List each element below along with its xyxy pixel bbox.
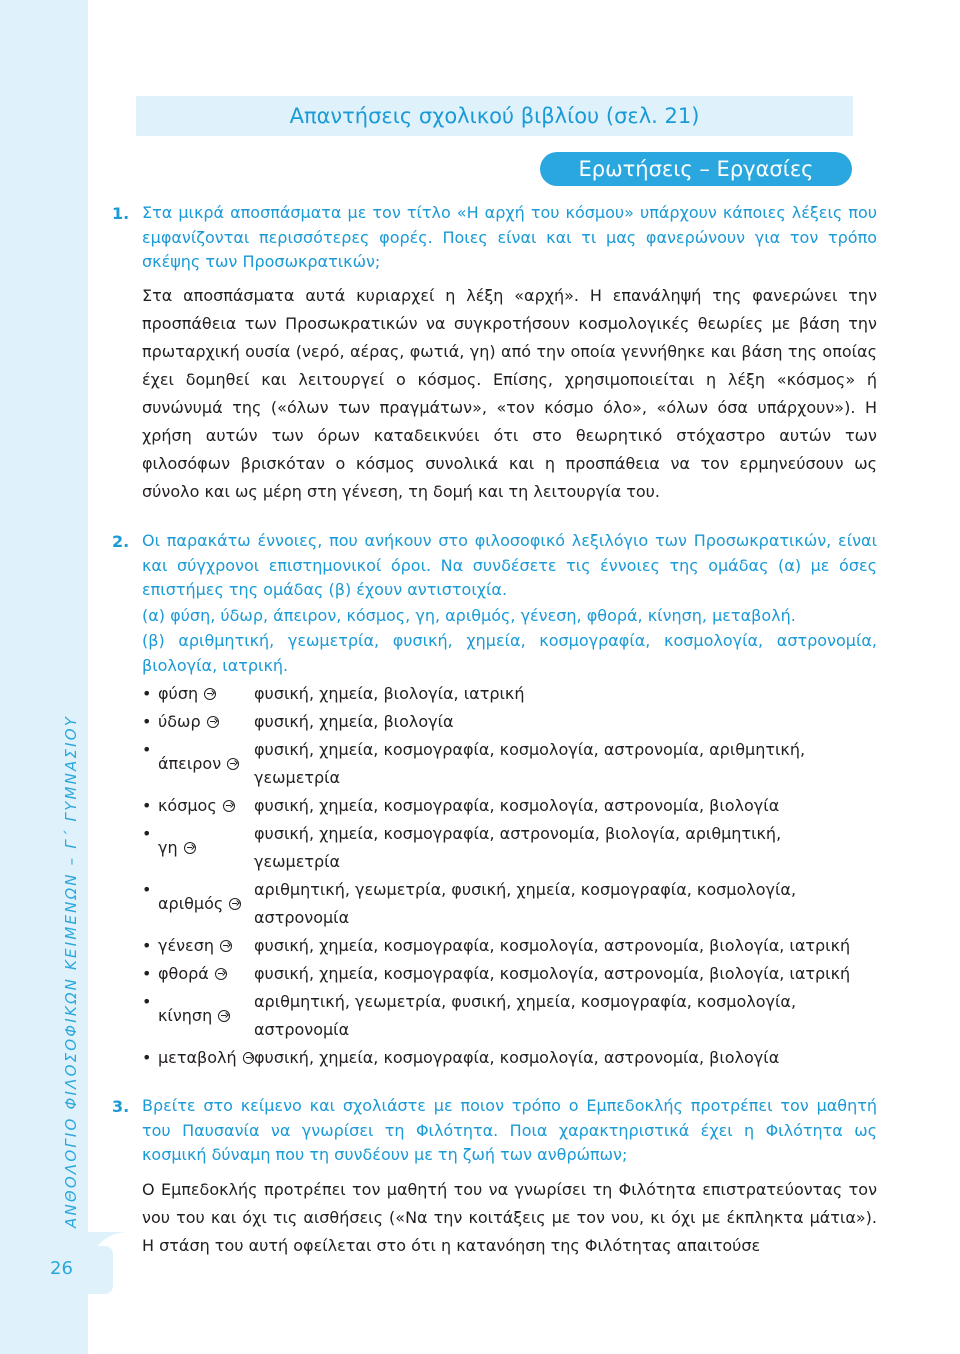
arrow-right-icon	[227, 758, 239, 770]
answer-3-text: Ο Εμπεδοκλής προτρέπει τον μαθητή του να γνωρίσει τη Φιλότητα επιστρατεύοντας τον νου του και όχι τις αισθήσεις («Να την κοιτάξεις με τον νου, κι όχι με έκπληκτα μάτια»). Η στάση του αυτή οφείλεται στο ότι η κατανόηση της Φιλότητας απαιτούσε	[142, 1180, 877, 1255]
mapping-sciences-line: φυσική, χημεία, κοσμογραφία, αστρονομία, βιολογία, αριθμητική,	[254, 824, 782, 843]
arrow-right-icon	[215, 968, 227, 980]
mapping-sciences-line: φυσική, χημεία, βιολογία, ιατρική	[254, 684, 525, 703]
page-number: 26	[50, 1258, 73, 1279]
header-band	[136, 96, 853, 136]
mapping-sciences	[254, 876, 882, 932]
question-2-number: 2.	[112, 532, 130, 551]
question-2-group-a: (α) φύση, ύδωρ, άπειρον, κόσμος, γη, αριθμός, γένεση, φθορά, κίνηση, μεταβολή.	[142, 606, 796, 625]
question-1-number: 1.	[112, 204, 130, 223]
arrow-right-icon	[223, 800, 235, 812]
mapping-sciences	[254, 988, 882, 1044]
mapping-term-label: ύδωρ	[158, 712, 201, 731]
mapping-term	[158, 708, 254, 736]
mapping-sciences-line: αστρονομία	[254, 1020, 350, 1039]
mapping-sciences	[254, 960, 882, 988]
mapping-row	[142, 960, 882, 988]
mapping-sciences	[254, 1044, 882, 1072]
mapping-term-label: άπειρον	[158, 754, 222, 773]
bullet-icon: •	[142, 740, 152, 759]
mapping-term	[158, 736, 254, 792]
book-title: ΑΝΘΟΛΟΓΙΟ ΦΙΛΟΣΟΦΙΚΩΝ ΚΕΙΜΕΝΩΝ – Γ΄ ΓΥΜΝΑΣΙΟΥ	[62, 714, 80, 1228]
mapping-sciences	[254, 932, 882, 960]
mapping-row	[142, 932, 882, 960]
mapping-term	[158, 792, 254, 820]
bullet-icon: •	[142, 880, 152, 899]
bullet-icon: •	[142, 712, 152, 731]
mapping-row	[142, 1044, 882, 1072]
mapping-sciences	[254, 820, 882, 876]
mapping-term	[158, 1044, 254, 1072]
mapping-sciences-line: φυσική, χημεία, βιολογία	[254, 712, 454, 731]
question-2-group-b: (β) αριθμητική, γεωμετρία, φυσική, χημεία, κοσμογραφία, κοσμολογία, αστρονομία, βιολογία, ιατρική.	[142, 631, 877, 675]
arrow-right-icon	[204, 688, 216, 700]
answer-1-text: Στα αποσπάσματα αυτά κυριαρχεί η λέξη «αρχή». Η επανάληψή της φανερώνει την προσπάθεια των Προσωκρατικών να συγκροτήσουν κοσμολογικές θεωρίες με βάση την πρωταρχική ουσία (νερό, αέρας, φωτιά, γη) από την οποία γεννήθηκε και βάση της οποίας έχει δομηθεί και λειτουργεί ο κόσμος. Επίσης, χρησιμοποιείται η λέξη «κόσμος» ή συνώνυμά της («όλων των πραγμάτων», «τον κόσμο όλο», «όλων όσα υπάρχουν»). Η χρήση αυτών των όρων καταδεικνύει ότι στο θεωρητικό στόχαστρο αυτών των φιλοσόφων βρισκόταν ο κόσμος συνολικά και η προσπάθεια να τον ερμηνεύσουν ως σύνολο και ως μέρη στη γένεση, τη δομή και τη λειτουργία του.	[142, 286, 877, 501]
mapping-sciences-line: γεωμετρία	[254, 852, 341, 871]
mapping-term-label: φθορά	[158, 964, 209, 983]
arrow-right-icon	[243, 1052, 254, 1064]
mapping-sciences-line: φυσική, χημεία, κοσμογραφία, κοσμολογία, αστρονομία, βιολογία	[254, 796, 780, 815]
question-3-number: 3.	[112, 1097, 130, 1116]
mapping-sciences	[254, 792, 882, 820]
bullet-icon: •	[142, 936, 152, 955]
mapping-row	[142, 708, 882, 736]
mapping-sciences-line: φυσική, χημεία, κοσμογραφία, κοσμολογία, αστρονομία, αριθμητική,	[254, 740, 806, 759]
mapping-sciences-line: γεωμετρία	[254, 768, 341, 787]
mapping-row	[142, 792, 882, 820]
mapping-term	[158, 680, 254, 708]
bullet-icon: •	[142, 684, 152, 703]
question-3-text: Βρείτε στο κείμενο και σχολιάστε με ποιον τρόπο ο Εμπεδοκλής προτρέπει τον μαθητή του Παυσανία να γνωρίσει τη Φιλότητα. Ποια χαρακτηριστικά έχει η Φιλότητα ως κοσμική δύναμη που τη συνδέουν με τη ζωή των ανθρώπων;	[142, 1096, 877, 1164]
mapping-term	[158, 876, 254, 932]
mapping-term-label: φύση	[158, 684, 199, 703]
mapping-sciences-line: φυσική, χημεία, κοσμογραφία, κοσμολογία, αστρονομία, βιολογία, ιατρική	[254, 936, 851, 955]
mapping-term	[158, 988, 254, 1044]
mapping-row	[142, 988, 882, 1044]
bullet-icon: •	[142, 992, 152, 1011]
mapping-term-label: αριθμός	[158, 894, 224, 913]
mapping-term	[158, 960, 254, 988]
bullet-icon: •	[142, 1048, 152, 1067]
page-title: Απαντήσεις σχολικού βιβλίου (σελ. 21)	[289, 104, 700, 128]
arrow-right-icon	[220, 940, 232, 952]
mapping-sciences-line: φυσική, χημεία, κοσμογραφία, κοσμολογία, αστρονομία, βιολογία	[254, 1048, 780, 1067]
mapping-term-label: γένεση	[158, 936, 214, 955]
mapping-sciences	[254, 680, 882, 708]
mapping-term-label: μεταβολή	[158, 1048, 237, 1067]
mapping-row	[142, 820, 882, 876]
mapping-row	[142, 736, 882, 792]
mapping-sciences-line: φυσική, χημεία, κοσμογραφία, κοσμολογία, αστρονομία, βιολογία, ιατρική	[254, 964, 851, 983]
mapping-term-label: κόσμος	[158, 796, 217, 815]
mapping-row	[142, 680, 882, 708]
arrow-right-icon	[184, 842, 196, 854]
mapping-sciences	[254, 708, 882, 736]
mapping-term	[158, 932, 254, 960]
arrow-right-icon	[207, 716, 219, 728]
bullet-icon: •	[142, 824, 152, 843]
concept-science-mapping	[142, 680, 882, 1072]
arrow-right-icon	[218, 1010, 230, 1022]
mapping-term	[158, 820, 254, 876]
mapping-sciences	[254, 736, 882, 792]
section-heading: Ερωτήσεις – Εργασίες	[540, 152, 852, 186]
mapping-term-label: γη	[158, 838, 178, 857]
bullet-icon: •	[142, 964, 152, 983]
bullet-icon: •	[142, 796, 152, 815]
mapping-sciences-line: αριθμητική, γεωμετρία, φυσική, χημεία, κοσμογραφία, κοσμολογία,	[254, 880, 797, 899]
arrow-right-icon	[229, 898, 241, 910]
question-1-text: Στα μικρά αποσπάσματα με τον τίτλο «Η αρχή του κόσμου» υπάρχουν κάποιες λέξεις που εμφανίζονται περισσότερες φορές. Ποιες είναι και τι μας φανερώνουν για τον τρόπο σκέψης των Προσωκρατικών;	[142, 203, 877, 271]
mapping-row	[142, 876, 882, 932]
mapping-term-label: κίνηση	[158, 1006, 213, 1025]
mapping-sciences-line: αστρονομία	[254, 908, 350, 927]
question-2-text: Οι παρακάτω έννοιες, που ανήκουν στο φιλοσοφικό λεξιλόγιο των Προσωκρατικών, είναι και σύγχρονοι επιστημονικοί όροι. Να συνδέσετε τις έννοιες της ομάδας (α) με όσες επιστήμες της ομάδας (β) έχουν αντιστοιχία.	[142, 531, 877, 599]
mapping-sciences-line: αριθμητική, γεωμετρία, φυσική, χημεία, κοσμογραφία, κοσμολογία,	[254, 992, 797, 1011]
